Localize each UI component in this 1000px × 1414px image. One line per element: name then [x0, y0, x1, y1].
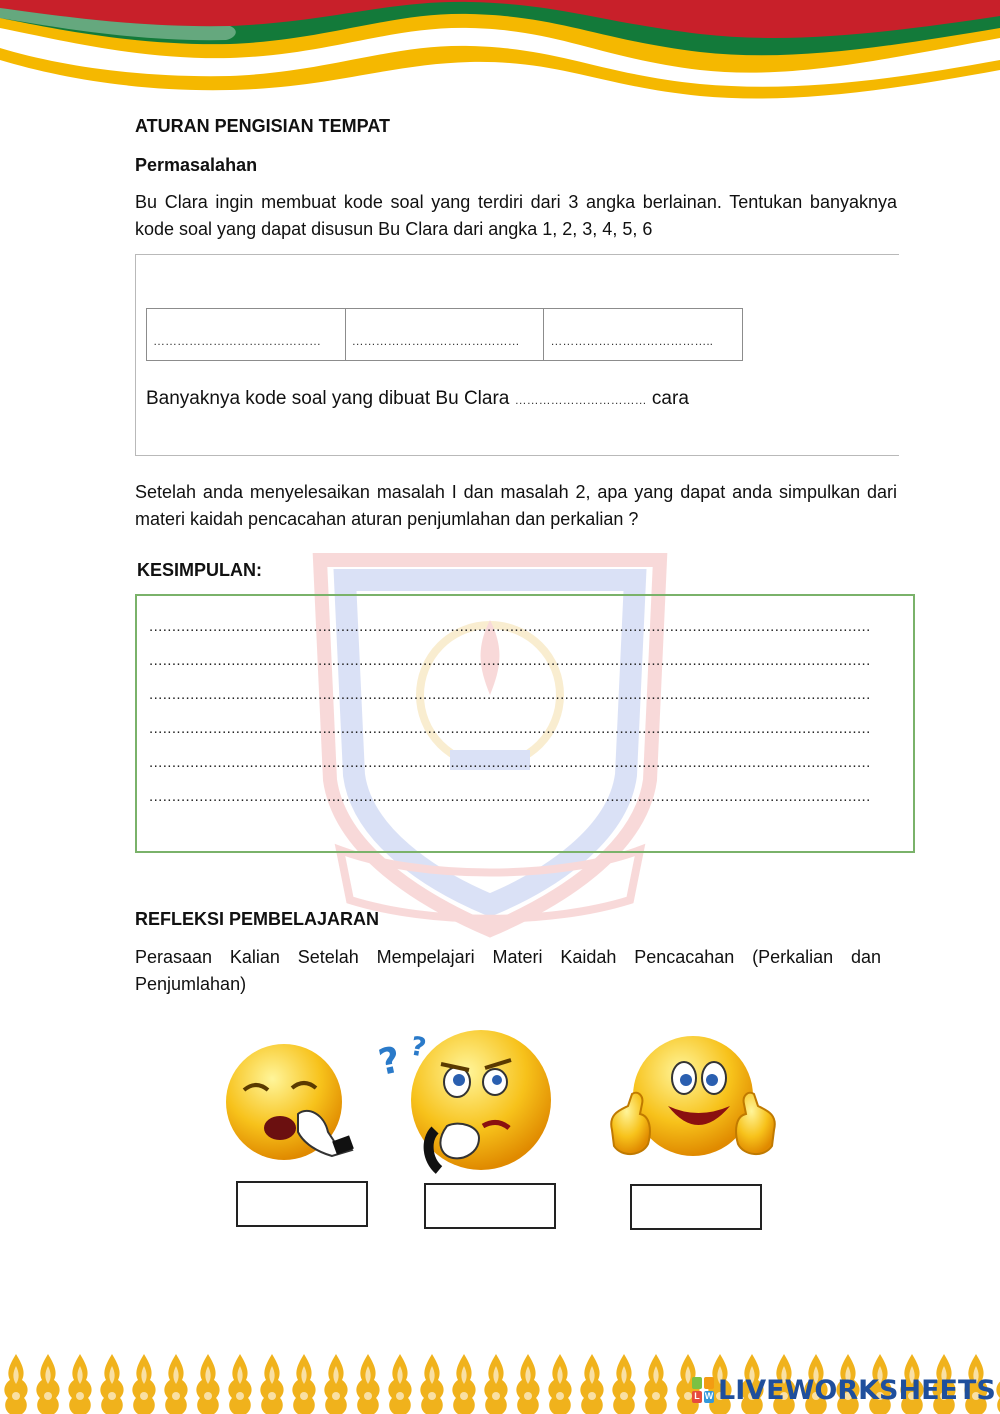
answer-suffix: cara — [651, 388, 689, 409]
liveworksheets-logo-icon — [692, 1377, 714, 1403]
conclusion-line-4: .............................................................................................................................................................. — [149, 720, 871, 737]
sleepy-emoji-icon — [212, 1040, 362, 1165]
logo-letter-w: W — [704, 1391, 714, 1401]
answer-line — [146, 388, 689, 410]
conclusion-line-6: .............................................................................................................................................................. — [149, 788, 871, 805]
slot-3-dots: ………………………………….. — [550, 334, 714, 348]
sleepy-answer-box[interactable] — [236, 1181, 368, 1227]
section-title: ATURAN PENGISIAN TEMPAT — [135, 116, 390, 136]
slot-2[interactable] — [346, 309, 545, 360]
conclusion-line-1: .............................................................................................................................................................. — [149, 618, 871, 635]
slot-2-dots: …………………………………… — [351, 334, 520, 348]
svg-text:?: ? — [408, 1031, 429, 1064]
problem-heading: Permasalahan — [135, 155, 258, 175]
conclusion-heading: KESIMPULAN: — [137, 560, 262, 580]
happy-answer-box[interactable] — [630, 1184, 762, 1230]
confused-answer-box[interactable] — [424, 1183, 556, 1229]
reflection-heading: REFLEKSI PEMBELAJARAN — [135, 909, 380, 929]
logo-letter-l: L — [692, 1391, 702, 1403]
happy-emoji-icon — [598, 1034, 788, 1169]
liveworksheets-brand — [692, 1370, 996, 1410]
reflection-text: Perasaan Kalian Setelah Mempelajari Materi Kaidah Pencacahan (Perkalian dan Penjumlahan) — [135, 947, 881, 994]
answer-input[interactable]: …………………………… — [514, 393, 647, 407]
brand-text: LIVEWORKSHEETS — [718, 1374, 996, 1406]
slot-table — [146, 308, 743, 361]
top-banner — [0, 0, 1000, 100]
problem-text: Bu Clara ingin membuat kode soal yang terdiri dari 3 angka berlainan. Tentukan banyaknya kode soal yang dapat disusun Bu Clara dari angka 1, 2, 3, 4, 5, 6 — [135, 192, 897, 239]
conclusion-box[interactable] — [135, 594, 915, 853]
slot-1-dots: …………………………………… — [153, 334, 321, 348]
conclusion-line-5: .............................................................................................................................................................. — [149, 754, 871, 771]
answer-prefix: Banyaknya kode soal yang dibuat Bu Clara — [146, 388, 510, 409]
slot-3[interactable] — [544, 309, 742, 360]
conclusion-line-3: .............................................................................................................................................................. — [149, 686, 871, 703]
conclusion-line-2: .............................................................................................................................................................. — [149, 652, 871, 669]
confused-emoji-icon — [375, 1030, 560, 1180]
svg-text:?: ? — [375, 1039, 405, 1084]
question-text: Setelah anda menyelesaikan masalah I dan masalah 2, apa yang dapat anda simpulkan dari materi kaidah pencacahan aturan penjumlahan dan perkalian ? — [135, 482, 897, 529]
slot-1[interactable] — [147, 309, 346, 360]
